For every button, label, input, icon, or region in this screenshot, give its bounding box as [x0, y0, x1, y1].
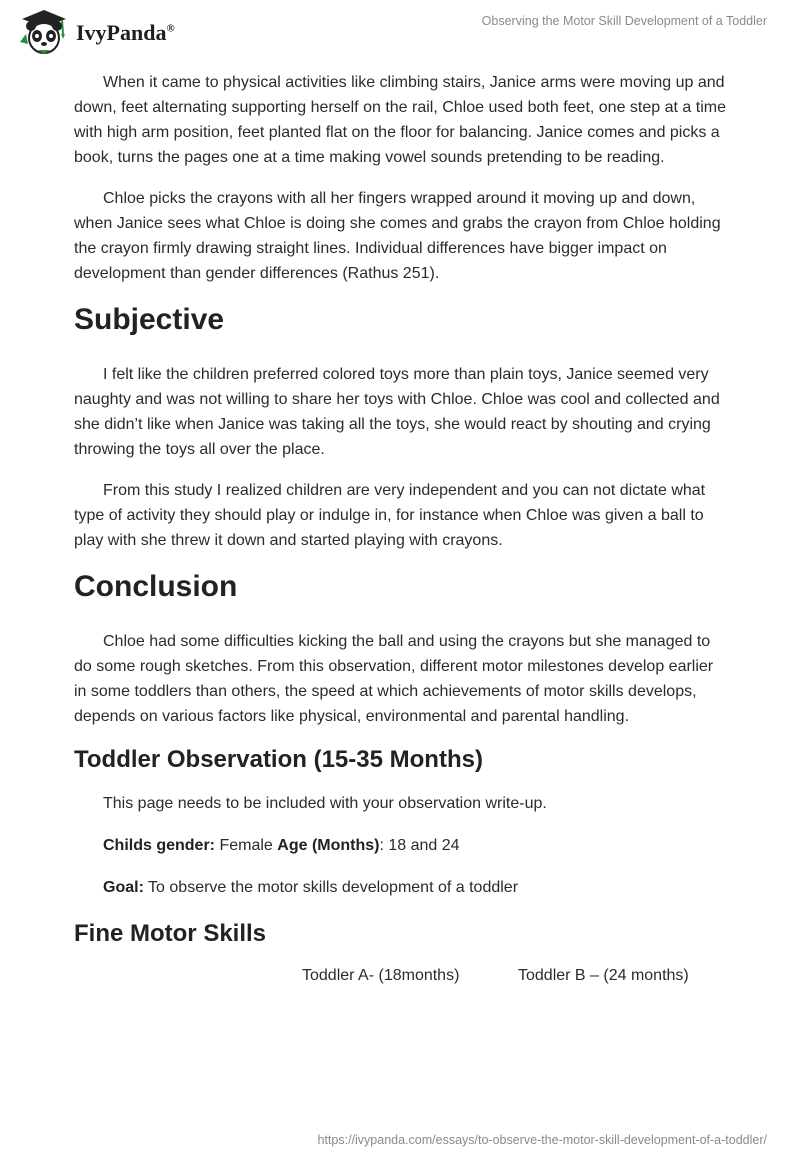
age-label: Age (Months) [277, 837, 380, 854]
section-heading-conclusion: Conclusion [74, 570, 238, 603]
age-value: : 18 and 24 [379, 837, 460, 854]
source-url-link[interactable]: https://ivypanda.com/essays/to-observe-the-motor-skill-development-of-a-toddler/ [317, 1133, 767, 1147]
paragraph: From this study I realized children are very independent and you can not dictate what type of activity they should play or indulge in, for instance when Chloe was given a ball to play with she threw it down and started playing with crayons. [74, 482, 706, 549]
goal-value: To observe the motor skills development of a toddler [143, 879, 519, 896]
paragraph: Chloe had some difficulties kicking the ball and using the crayons but she managed to do some rough sketches. From this observation, different motor milestones develop earlier in some toddlers than others, the speed at which achievements of motor skills develops, depends on various factors like physical, environmental and parental handling. [74, 633, 714, 725]
section-heading-fine-motor-skills: Fine Motor Skills [74, 920, 267, 947]
column-header-toddler-b: Toddler B – (24 months) [518, 967, 689, 984]
section-heading-toddler-observation: Toddler Observation (15-35 Months) [74, 746, 483, 773]
section-heading-subjective: Subjective [74, 303, 225, 336]
goal-line [103, 877, 726, 899]
ivypanda-logo[interactable] [16, 8, 175, 56]
page-header [0, 0, 800, 62]
paragraph: I felt like the children preferred colored toys more than plain toys, Janice seemed very naughty and was not willing to share her toys with Chloe. Chloe was cool and collected and she didn’t like when Janice was taking all the toys, she would react by shouting and crying throwing the toys all over the place. [74, 366, 720, 458]
paragraph: Chloe picks the crayons with all her fingers wrapped around it moving up and down, when Janice sees what Chloe is doing she comes and grabs the crayon from Chloe holding the crayon firmly drawing straight lines. Individual differences have bigger impact on development than gender differences (Rathus 251). [74, 190, 721, 282]
article-body [74, 70, 726, 991]
brand-name: IvyPanda® [76, 20, 175, 45]
fine-motor-table-header [74, 967, 726, 991]
panda-mascot-icon [16, 8, 72, 56]
gender-value: Female [215, 837, 278, 854]
document-title: Observing the Motor Skill Development of a Toddler [481, 14, 767, 28]
column-header-toddler-a: Toddler A- (18months) [302, 967, 460, 984]
gender-label: Childs gender: [103, 837, 216, 854]
paragraph: When it came to physical activities like climbing stairs, Janice arms were moving up and down, feet alternating supporting herself on the rail, Chloe used both feet, one step at a time with high arm position, feet planted flat on the floor for balancing. Janice comes and picks a book, turns the pages one at a time making vowel sounds pretending to be reading. [74, 74, 726, 166]
child-gender-age-line [103, 835, 726, 857]
observation-note: This page needs to be included with your observation write-up. [103, 795, 547, 812]
goal-label: Goal: [103, 879, 144, 896]
